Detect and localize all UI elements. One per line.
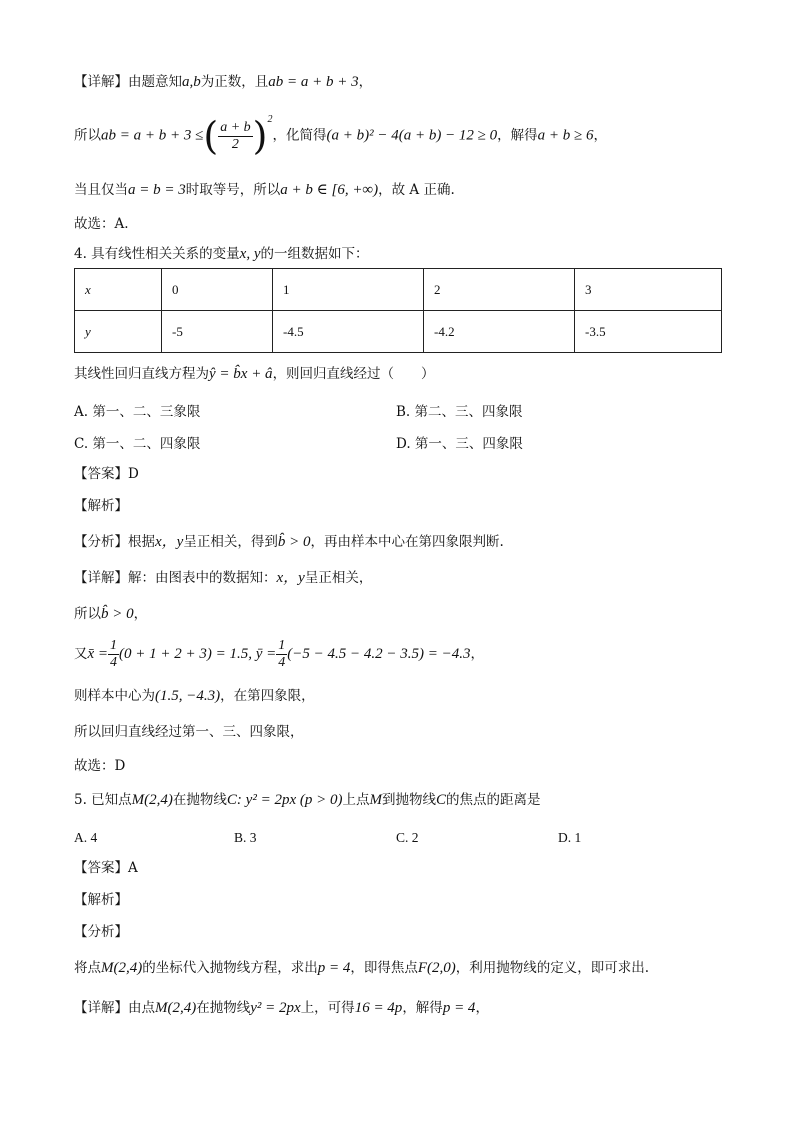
q4-detail-2 — [74, 604, 147, 624]
table-cell: 2 — [424, 269, 575, 311]
fraction — [108, 638, 119, 671]
text: ， — [358, 74, 373, 90]
math: a,b — [182, 74, 201, 90]
q5-detail — [74, 998, 489, 1018]
math: C: y² = 2px (p > 0) — [226, 792, 343, 808]
table-cell: -3.5 — [575, 311, 722, 353]
text: ，在第四象限， — [220, 688, 315, 704]
table-cell: -4.2 — [424, 311, 575, 353]
fraction — [218, 120, 252, 153]
q3-detail-line-1 — [74, 72, 372, 92]
text: 在抛物线 — [196, 1000, 251, 1016]
q5-analysis-label: 【解析】 — [74, 892, 128, 908]
math: b̂ > 0 — [101, 606, 134, 622]
q5-option-a: A. 4 — [74, 830, 98, 845]
math: (a + b)² − 4(a + b) − 12 ≥ 0 — [326, 127, 498, 144]
text: ，解得 — [402, 1000, 443, 1016]
q4-option-d: D. 第一、三、四象限 — [396, 436, 523, 452]
text: 当且仅当 — [74, 182, 128, 198]
table-cell: y — [75, 311, 162, 353]
q3-detail-line-3 — [74, 180, 455, 200]
math: M(2,4) — [101, 960, 143, 976]
text: ，利用抛物线的定义，即可求出. — [455, 960, 650, 976]
q4-detail-4 — [74, 686, 315, 706]
q5-stem — [74, 790, 540, 810]
text: 其线性回归直线方程为 — [74, 366, 209, 382]
text: ，解得 — [497, 127, 538, 144]
table-cell: x — [75, 269, 162, 311]
text: 则样本中心为 — [74, 688, 155, 704]
q4-fenxi — [74, 532, 504, 552]
math: C — [435, 792, 446, 808]
q3-detail-line-2 — [74, 112, 607, 156]
q4-regression-line — [74, 364, 435, 384]
math: y² = 2px — [250, 1000, 301, 1016]
math: (0 + 1 + 2 + 3) = 1.5, ȳ = — [119, 646, 277, 662]
math: b̂ > 0 — [277, 534, 311, 550]
table-row-x — [75, 269, 722, 311]
text: ， — [475, 1000, 489, 1016]
text: 的坐标代入抛物线方程，求出 — [142, 960, 318, 976]
fraction — [276, 638, 287, 671]
fraction-numerator: 1 — [278, 638, 286, 653]
math: ŷ = b̂x + â — [209, 366, 273, 382]
text: 为正数，且 — [200, 74, 269, 90]
text: 5. 已知点 — [74, 792, 132, 808]
text: 上点 — [342, 792, 370, 808]
text: 所以 — [74, 606, 101, 622]
table-cell: 0 — [162, 269, 273, 311]
math: x，y — [155, 534, 184, 550]
fraction-numerator: 1 — [110, 638, 118, 653]
math: p = 4 — [317, 960, 351, 976]
text: 【分析】根据 — [74, 534, 155, 550]
fraction-denominator: 4 — [278, 655, 286, 670]
math: (−5 − 4.5 − 4.2 − 3.5) = −4.3 — [287, 646, 471, 662]
text: ， — [470, 646, 485, 662]
table-cell: 1 — [273, 269, 424, 311]
q4-option-b: B. 第二、三、四象限 — [396, 404, 523, 420]
text: ，则回归直线经过（ ） — [272, 366, 435, 382]
text: 又 — [74, 646, 88, 662]
q4-choice: 故选：D — [74, 758, 126, 774]
math: M(2,4) — [131, 792, 173, 808]
q4-detail-5: 所以回归直线经过第一、三、四象限， — [74, 724, 304, 740]
data-table — [74, 268, 722, 353]
math: a + b ∈ [6, +∞) — [280, 182, 379, 198]
fraction-numerator: a + b — [220, 119, 251, 135]
text: 【详解】解：由图表中的数据知： — [74, 570, 277, 586]
q5-answer: 【答案】A — [74, 860, 138, 876]
math: M — [369, 792, 382, 808]
math: (1.5, −4.3) — [155, 688, 221, 704]
q4-answer: 【答案】D — [74, 466, 139, 482]
text: ，故 A 正确. — [378, 182, 455, 198]
q5-option-d: D. 1 — [558, 830, 582, 845]
text: 呈正相关，得到 — [183, 534, 278, 550]
q5-option-c: C. 2 — [396, 830, 419, 845]
math: a + b ≥ 6 — [537, 127, 594, 144]
math: a = b = 3 — [128, 182, 186, 198]
text: 的焦点的距离是 — [445, 792, 541, 808]
table-cell: -4.5 — [273, 311, 424, 353]
text: ，再由样本中心在第四象限判断. — [310, 534, 504, 550]
text: 在抛物线 — [172, 792, 227, 808]
math: x, y — [239, 246, 261, 262]
table-cell: 3 — [575, 269, 722, 311]
math: ab = a + b + 3 — [268, 74, 359, 90]
detail-label: 【详解】 — [74, 74, 128, 90]
text: 所以 — [74, 127, 101, 144]
text: ， — [593, 127, 608, 144]
text: 4. 具有线性相关关系的变量 — [74, 246, 240, 262]
math: x，y — [276, 570, 305, 586]
text: 的一组数据如下： — [260, 246, 369, 262]
text: 呈正相关， — [304, 570, 373, 586]
q4-detail-1 — [74, 568, 372, 588]
q5-fenxi-label: 【分析】 — [74, 924, 128, 940]
q4-detail-3 — [74, 634, 484, 674]
table-row-y — [75, 311, 722, 353]
fraction-denominator: 4 — [110, 655, 118, 670]
math: F(2,0) — [417, 960, 456, 976]
math: M(2,4) — [155, 1000, 197, 1016]
text: 时取等号，所以 — [185, 182, 281, 198]
text: 上，可得 — [300, 1000, 355, 1016]
math: 16 = 4p — [354, 1000, 403, 1016]
math: ab = a + b + 3 ≤ — [101, 127, 204, 144]
text: ，化简得 — [272, 127, 327, 144]
q4-stem — [74, 244, 369, 264]
text: ，即得焦点 — [350, 960, 418, 976]
q3-choice: 故选：A. — [74, 216, 129, 232]
text: 到抛物线 — [381, 792, 436, 808]
math: x̄ = — [87, 646, 109, 662]
exponent: 2 — [267, 114, 273, 125]
math: p = 4 — [442, 1000, 476, 1016]
text: 【详解】由点 — [74, 1000, 155, 1016]
q4-option-c: C. 第一、二、四象限 — [74, 436, 201, 452]
text: 由题意知 — [128, 74, 182, 90]
table-cell: -5 — [162, 311, 273, 353]
paren-left: ( — [203, 114, 219, 158]
q4-analysis-label: 【解析】 — [74, 498, 128, 514]
paren-right: ) — [252, 114, 268, 158]
fraction-denominator: 2 — [231, 136, 239, 152]
text: ， — [133, 606, 148, 622]
q5-fenxi — [74, 958, 649, 978]
q5-option-b: B. 3 — [234, 830, 257, 845]
q4-option-a: A. 第一、二、三象限 — [74, 404, 201, 420]
text: 将点 — [74, 960, 101, 976]
